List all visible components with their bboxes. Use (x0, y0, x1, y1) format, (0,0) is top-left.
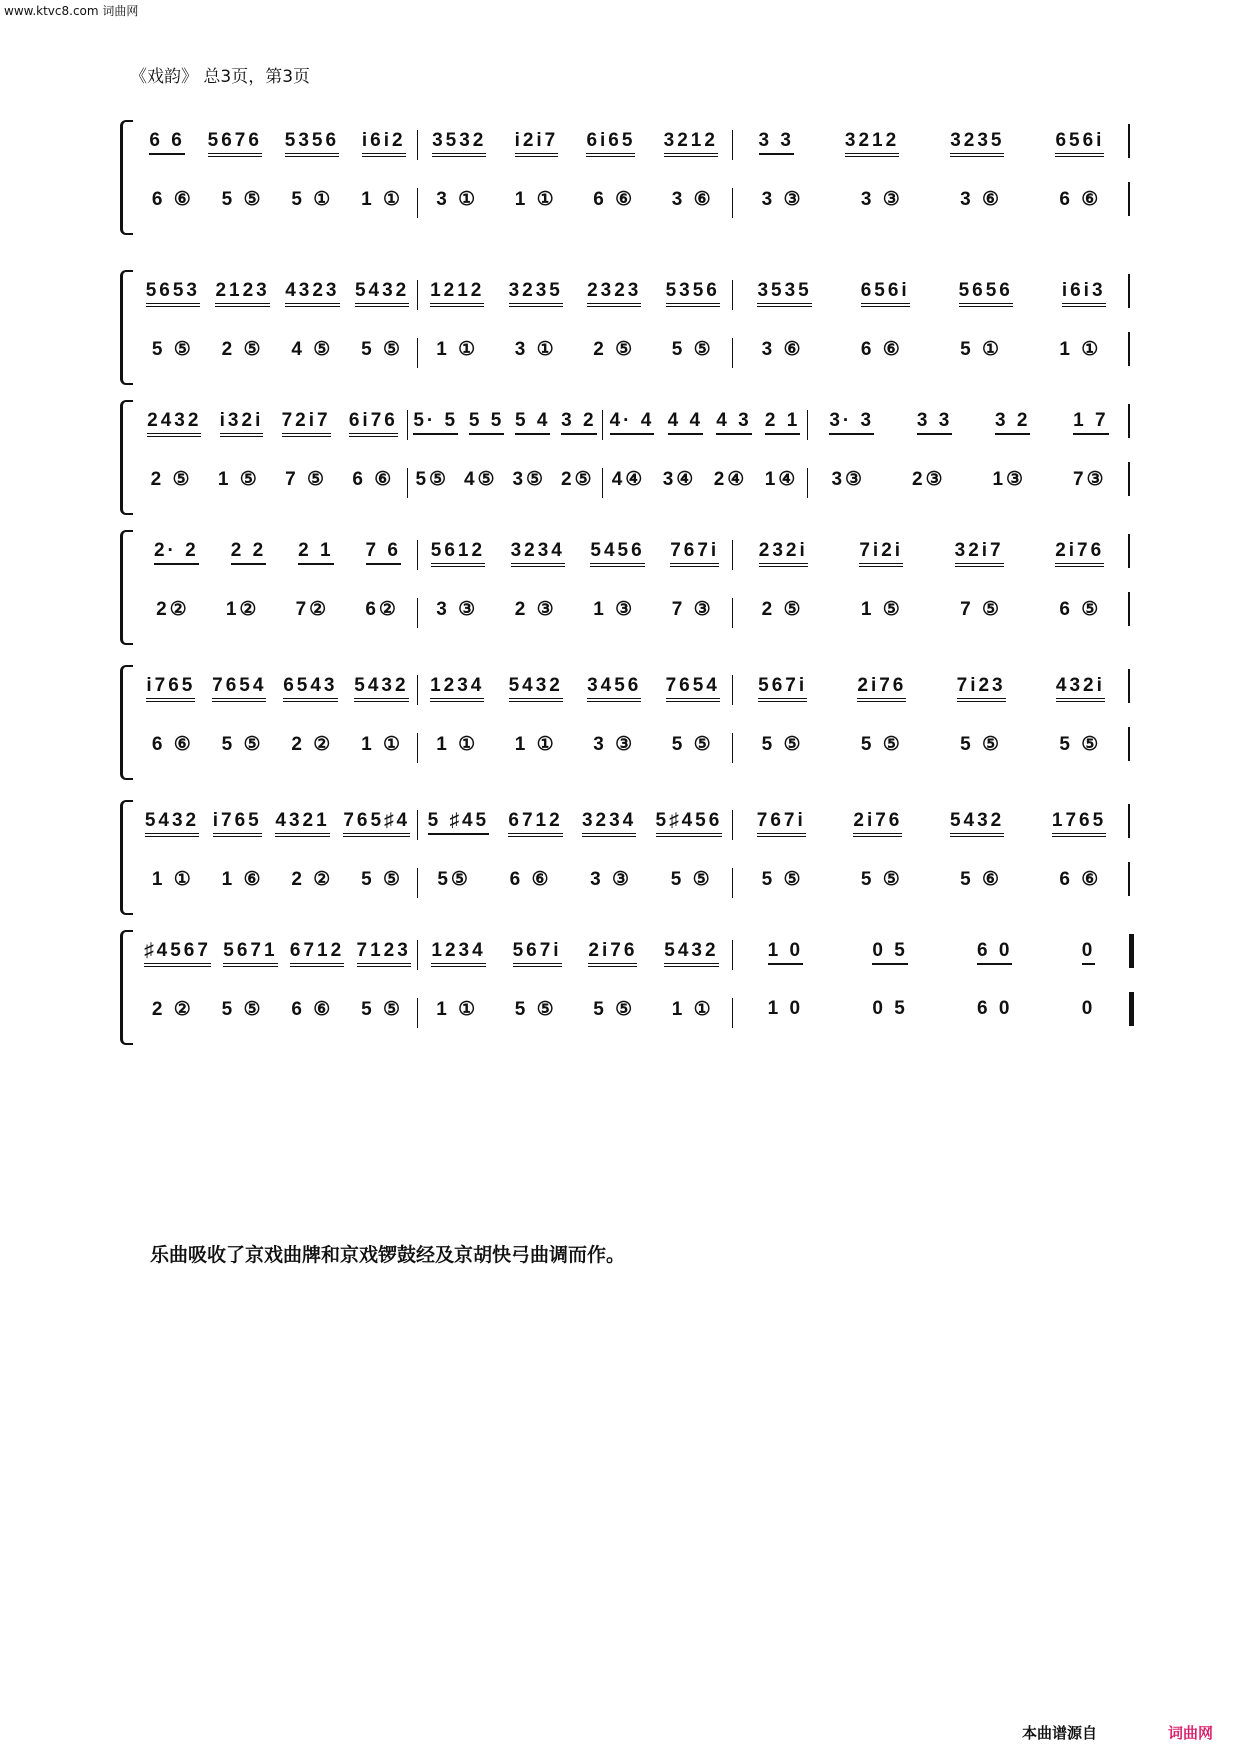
note-group: 4④ (611, 469, 646, 490)
barline (1128, 727, 1130, 761)
barline (1128, 462, 1130, 496)
measure (418, 675, 733, 705)
measure (733, 130, 1130, 160)
note-group: 72i7 (282, 410, 331, 437)
note-group: 5 ⑤ (860, 734, 903, 755)
measure (138, 130, 418, 160)
barline (1128, 592, 1130, 626)
note-group: 3 ① (436, 189, 479, 210)
note-group: 6 0 (977, 998, 1013, 1019)
note-group: 7 ⑤ (285, 469, 328, 490)
note-group: 7 6 (366, 540, 401, 565)
note-group: 7② (295, 599, 330, 620)
note-group: 5 ⑤ (361, 869, 404, 890)
barline (1128, 669, 1130, 703)
note-group: 656i (861, 280, 910, 307)
note-group: 3 2 (561, 410, 596, 435)
measure (418, 733, 733, 763)
note-group: 5 ⑤ (221, 189, 264, 210)
note-group: 767i (757, 810, 806, 837)
note-group: i6i2 (362, 130, 406, 157)
note-group: 7 ③ (671, 599, 714, 620)
note-group: 6 ⑥ (860, 339, 903, 360)
note-group: 1765 (1052, 810, 1106, 837)
note-group: 5 ⑥ (960, 869, 1003, 890)
note-group: 7i2i (859, 540, 903, 567)
measure (733, 733, 1130, 763)
note-group: 6 ⑥ (291, 999, 334, 1020)
upper-staff (138, 675, 1130, 705)
upper-staff (138, 810, 1130, 840)
system-brace (120, 400, 133, 515)
note-group: 5653 (146, 280, 200, 307)
measure (418, 130, 733, 160)
note-group: 7654 (212, 675, 266, 702)
note-group: 5♯456 (656, 810, 723, 837)
measure (733, 188, 1130, 218)
lower-staff (138, 733, 1130, 763)
note-group: 567i (758, 675, 807, 702)
note-group: 3234 (582, 810, 636, 837)
note-group: 3 ⑥ (761, 339, 804, 360)
note-group: 2 ② (151, 999, 194, 1020)
note-group: i32i (220, 410, 264, 437)
note-group: 6 0 (977, 940, 1012, 965)
note-group: 3212 (664, 130, 718, 157)
note-group: 4 ⑤ (291, 339, 334, 360)
note-group: 3③ (831, 469, 866, 490)
note-group: 2i76 (853, 810, 902, 837)
measure (138, 868, 418, 898)
note-group: 1 ③ (593, 599, 636, 620)
note-group: 1 ⑤ (860, 599, 903, 620)
score-system (120, 120, 1130, 235)
note-group: 5432 (355, 280, 409, 307)
note-group: 4⑤ (463, 469, 498, 490)
note-group: 1 ① (361, 189, 404, 210)
note-group: 1② (225, 599, 260, 620)
note-group: 767i (670, 540, 719, 567)
measure (418, 868, 733, 898)
note-group: 3212 (845, 130, 899, 157)
note-group: 1 ① (361, 734, 404, 755)
note-group: 7654 (666, 675, 720, 702)
lower-staff (138, 338, 1130, 368)
measure (733, 940, 1130, 970)
note-group: 4· 4 (610, 410, 655, 435)
note-group: 6 ⑥ (151, 734, 194, 755)
note-group: 232i (759, 540, 808, 567)
note-group: 2323 (587, 280, 641, 307)
note-group: 765♯4 (343, 810, 410, 837)
note-group: 3⑤ (512, 469, 547, 490)
measure (733, 598, 1130, 628)
note-group: 5 ⑤ (671, 734, 714, 755)
measure (138, 598, 418, 628)
note-group: 5⑤ (415, 469, 450, 490)
measure (733, 675, 1130, 705)
note-group: 2i76 (588, 940, 637, 967)
note-group: 3· 3 (829, 410, 874, 435)
note-group: 5⑤ (437, 869, 471, 890)
note-group: 2③ (911, 469, 946, 490)
note-group: 5432 (950, 810, 1004, 837)
note-group: 2 2 (231, 540, 266, 565)
measure (733, 998, 1130, 1028)
note-group: 6543 (283, 675, 337, 702)
note-group: i765 (146, 675, 195, 702)
note-group: 5612 (431, 540, 485, 567)
score-system (120, 530, 1130, 645)
note-group: 1234 (430, 675, 484, 702)
note-group: 7123 (357, 940, 411, 967)
note-group: 656i (1055, 130, 1104, 157)
note-group: 2 ⑤ (761, 599, 804, 620)
system-brace (120, 120, 133, 235)
note-group: 5 ⑤ (960, 734, 1003, 755)
note-group: 5 ⑤ (860, 869, 903, 890)
measure (418, 540, 733, 570)
measure (138, 468, 408, 498)
note-group: 5 ⑤ (514, 999, 557, 1020)
note-group: 1 0 (768, 940, 803, 965)
note-group: 2· 2 (154, 540, 199, 565)
note-group: 3 ⑥ (671, 189, 714, 210)
note-group: 1④ (764, 469, 799, 490)
upper-staff (138, 540, 1130, 570)
measure (408, 410, 603, 440)
measure (418, 338, 733, 368)
barline (1128, 404, 1130, 438)
measure (808, 468, 1130, 498)
system-brace (120, 665, 133, 780)
note-group: 5 ⑤ (221, 734, 264, 755)
note-group: 2 1 (765, 410, 800, 435)
measure (138, 998, 418, 1028)
score-system (120, 400, 1130, 515)
note-group: 0 5 (872, 940, 907, 965)
note-group: 3 ③ (590, 869, 633, 890)
note-group: 3456 (587, 675, 641, 702)
measure (138, 188, 418, 218)
lower-staff (138, 598, 1130, 628)
note-group: 6 ⑥ (593, 189, 636, 210)
note-group: 2 ⑤ (593, 339, 636, 360)
note-group: 6i65 (586, 130, 635, 157)
note-group: 5 ♯45 (428, 810, 489, 835)
note-group: 5 ⑤ (151, 339, 194, 360)
note-group: 3234 (511, 540, 565, 567)
measure (733, 338, 1130, 368)
footer-logo[interactable]: 词曲网 (1168, 1724, 1214, 1742)
note-group: 3 3 (759, 130, 794, 155)
measure (733, 810, 1130, 840)
note-group: 3 ③ (860, 189, 903, 210)
note-group: 1 ① (514, 734, 557, 755)
note-group: 5 ⑤ (761, 734, 804, 755)
score-system (120, 800, 1130, 915)
note-group: 5 ① (291, 189, 334, 210)
note-group: 5 ① (960, 339, 1003, 360)
note-group: 4 3 (716, 410, 751, 435)
note-group: 5432 (509, 675, 563, 702)
note-group: 5 ⑤ (221, 999, 264, 1020)
note-group: 2432 (147, 410, 201, 437)
note-group: 1 ① (514, 189, 557, 210)
measure (138, 940, 418, 970)
note-group: 7③ (1072, 469, 1107, 490)
note-group: 3④ (662, 469, 697, 490)
note-group: 6② (365, 599, 399, 620)
site-label[interactable]: www.ktvc8.com 词曲网 (4, 4, 139, 18)
note-group: 3235 (950, 130, 1004, 157)
note-group: 6 ⑥ (1059, 869, 1102, 890)
note-group: 3 ① (514, 339, 557, 360)
note-group: 1 ① (436, 734, 479, 755)
measure (138, 410, 408, 440)
note-group: 4323 (285, 280, 339, 307)
note-group: 1 ① (671, 999, 714, 1020)
barline (1128, 182, 1130, 216)
system-brace (120, 270, 133, 385)
note-group: 1 7 (1073, 410, 1108, 435)
note-group: 5 ⑤ (761, 869, 804, 890)
page-header: 《戏韵》 总3页，第3页 (130, 67, 311, 87)
lower-staff (138, 998, 1130, 1028)
upper-staff (138, 280, 1130, 310)
note-group: 6i76 (349, 410, 398, 437)
note-group: 5671 (223, 940, 277, 967)
measure (418, 598, 733, 628)
measure (408, 468, 603, 498)
note-group: 7i23 (957, 675, 1006, 702)
measure (603, 410, 808, 440)
measure (418, 810, 733, 840)
note-group: 6 ⑥ (352, 469, 395, 490)
note-group: 2 ⑤ (221, 339, 264, 360)
note-group: 567i (513, 940, 562, 967)
note-group: 3532 (432, 130, 486, 157)
note-group: i2i7 (515, 130, 559, 157)
measure (138, 810, 418, 840)
note-group: 1 ① (436, 999, 479, 1020)
measure (138, 338, 418, 368)
note-group: 1③ (992, 469, 1027, 490)
note-group: 4321 (275, 810, 329, 837)
note-group: 5 5 (469, 410, 504, 435)
note-group: 3 3 (917, 410, 952, 435)
note-group: 0 (1081, 998, 1096, 1019)
note-group: 6712 (508, 810, 562, 837)
note-group: 6 ⑤ (1059, 599, 1102, 620)
note-group: 5 ⑤ (1059, 734, 1102, 755)
lower-staff (138, 868, 1130, 898)
note-group: 1 0 (767, 998, 804, 1019)
note-group: 4 4 (668, 410, 703, 435)
note-group: 7 ⑤ (960, 599, 1003, 620)
lower-staff (138, 188, 1130, 218)
system-brace (120, 800, 133, 915)
note-group: 6 6 (149, 130, 184, 155)
note-group: 1 ① (151, 869, 194, 890)
note-group: 1212 (430, 280, 484, 307)
measure (138, 540, 418, 570)
note-group: 2④ (713, 469, 748, 490)
note-group: 2123 (215, 280, 269, 307)
barline (1128, 804, 1130, 838)
note-group: 5456 (590, 540, 644, 567)
upper-staff (138, 410, 1130, 440)
note-group: 2 ② (291, 869, 334, 890)
note-group: 0 (1082, 940, 1096, 965)
note-group: i765 (213, 810, 262, 837)
lower-staff (138, 468, 1130, 498)
note-group: 5432 (664, 940, 718, 967)
barline (1128, 862, 1130, 896)
note-group: 2i76 (857, 675, 906, 702)
note-group: 2 ③ (514, 599, 557, 620)
note-group: 3 ⑥ (960, 189, 1003, 210)
measure (138, 280, 418, 310)
note-group: 2② (156, 599, 190, 620)
note-group: 1 ① (436, 339, 479, 360)
measure (138, 733, 418, 763)
measure (733, 868, 1130, 898)
measure (418, 940, 733, 970)
note-group: 6 ⑥ (509, 869, 552, 890)
note-group: 2⑤ (560, 469, 595, 490)
note-group: 5356 (666, 280, 720, 307)
score-system (120, 930, 1130, 1045)
note-group: 5676 (208, 130, 262, 157)
note-group: 2 ② (291, 734, 334, 755)
system-brace (120, 530, 133, 645)
note-group: 2i76 (1055, 540, 1104, 567)
barline (1128, 534, 1130, 568)
measure (138, 675, 418, 705)
note-group: 5 ⑤ (671, 339, 714, 360)
note-group: 5432 (145, 810, 199, 837)
note-group: 1 ⑥ (221, 869, 264, 890)
note-group: 0 5 (872, 998, 908, 1019)
barline (1128, 332, 1130, 366)
measure (808, 410, 1130, 440)
barline (1128, 124, 1130, 158)
note-group: 2 1 (298, 540, 333, 565)
note-group: 432i (1056, 675, 1105, 702)
measure (418, 998, 733, 1028)
final-barline (1129, 992, 1134, 1026)
measure (418, 280, 733, 310)
upper-staff (138, 940, 1130, 970)
measure (603, 468, 808, 498)
note-group: 5 ⑤ (361, 999, 404, 1020)
measure (733, 540, 1130, 570)
note-group: 5432 (354, 675, 408, 702)
note-group: 5 ⑤ (670, 869, 713, 890)
note-group: 5· 5 (413, 410, 458, 435)
note-group: 6 ⑥ (1059, 189, 1102, 210)
footer-source-text: 本曲谱源自 (1022, 1724, 1098, 1742)
note-group: 32i7 (955, 540, 1004, 567)
score-system (120, 270, 1130, 385)
note-group: 6 ⑥ (151, 189, 194, 210)
measure (733, 280, 1130, 310)
note-group: 3 ③ (436, 599, 479, 620)
note-group: 3 2 (995, 410, 1030, 435)
note-group: 5 ⑤ (361, 339, 404, 360)
note-group: 5 4 (515, 410, 550, 435)
upper-staff (138, 130, 1130, 160)
barline (1128, 274, 1130, 308)
system-brace (120, 930, 133, 1045)
note-group: ♯4567 (144, 940, 211, 967)
final-barline (1129, 934, 1134, 968)
note-group: 3535 (757, 280, 811, 307)
note-group: 3 ③ (761, 189, 804, 210)
note-group: 3 ③ (593, 734, 636, 755)
note-group: 5656 (959, 280, 1013, 307)
note-group: 1 ⑤ (217, 469, 260, 490)
note-group: 2 ⑤ (150, 469, 193, 490)
score-system (120, 665, 1130, 780)
note-group: 5356 (285, 130, 339, 157)
note-group: 5 ⑤ (593, 999, 636, 1020)
note-group: 3235 (509, 280, 563, 307)
note-group: 1234 (431, 940, 485, 967)
measure (418, 188, 733, 218)
composition-note: 乐曲吸收了京戏曲牌和京戏锣鼓经及京胡快弓曲调而作。 (150, 1244, 626, 1266)
note-group: 6712 (290, 940, 344, 967)
note-group: i6i3 (1062, 280, 1106, 307)
note-group: 1 ① (1059, 339, 1102, 360)
